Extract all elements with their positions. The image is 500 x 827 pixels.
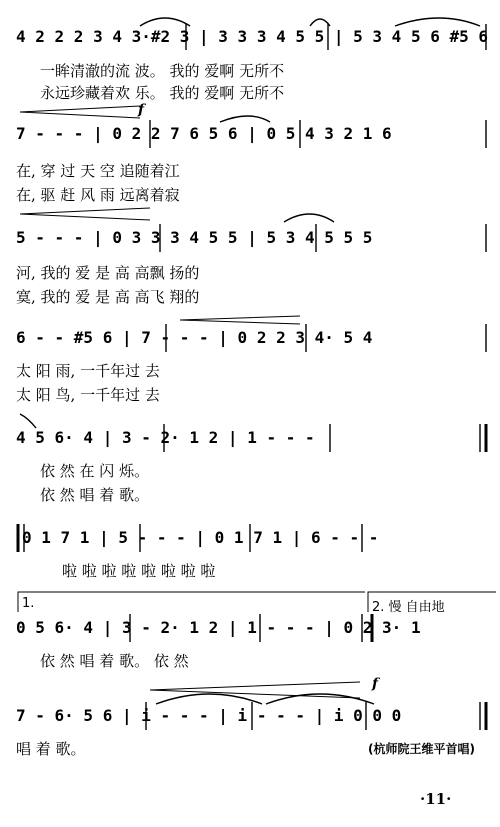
notes-line-1: 4 2 2 2 3 4 3·#2 3 | 3 3 3 4 5 5 | 5 3 4 5 6 #5 6 — [16, 27, 489, 46]
tie-arc — [156, 694, 262, 704]
tie-arc — [310, 19, 330, 26]
first-ending-label: 1. — [22, 596, 35, 611]
notes-line-3: 5 - - - | 0 3 3 3 4 5 5 | 5 3 4 5 5 5 — [16, 228, 373, 247]
second-ending-bracket — [368, 592, 496, 612]
dynamic-forte-1: f — [138, 102, 145, 118]
tie-arc — [220, 116, 270, 122]
lyric-line-2a: 在, 穿 过 天 空 追随着江 — [16, 162, 180, 180]
lyric-line-4a: 太 阳 雨, 一千年过 去 — [16, 362, 160, 380]
hairpin — [20, 208, 150, 220]
notes-line-4: 6 - - #5 6 | 7 - - - | 0 2 2 3 4· 5 4 — [16, 328, 373, 347]
notes-line-5: 4 5 6· 4 | 3 - 2· 1 2 | 1 - - - — [16, 428, 315, 447]
notes-line-7: 0 5 6· 4 | 3 - 2· 1 2 | 1 - - - | 0 2 3· 1 — [16, 618, 421, 637]
hairpin — [150, 682, 360, 698]
lyric-line-2b: 在, 驱 赶 风 雨 远离着寂 — [16, 186, 180, 204]
lyric-line-5a: 依 然 在 闪 烁。 — [40, 462, 150, 480]
first-ending-bracket — [18, 592, 365, 612]
notes-line-8: 7 - 6· 5 6 | i - - - | i - - - | i 0 0 0 — [16, 706, 402, 725]
tie-arc — [140, 18, 190, 26]
notes-line-2: 7 - - - | 0 2 2 7 6 5 6 | 0 5 4 3 2 1 6 — [16, 124, 392, 143]
lyric-line-3a: 河, 我的 爱 是 高 高飘 扬的 — [16, 264, 200, 282]
tie-arc — [395, 18, 480, 26]
dynamic-forte-2: f — [372, 676, 379, 692]
lyric-line-5b: 依 然 唱 着 歌。 — [40, 486, 150, 504]
second-ending-label: 2. 慢 自由地 — [372, 600, 445, 615]
performer-credit: (杭师院王维平首唱) — [368, 742, 475, 756]
tie-arc — [20, 414, 36, 428]
tie-arc — [284, 214, 334, 222]
lyric-line-6: 啦 啦 啦 啦 啦 啦 啦 啦 — [62, 562, 216, 580]
lyric-line-1a: 一眸清澈的流 波。 我的 爱啊 无所不 — [40, 62, 285, 80]
notes-line-6: 0 1 7 1 | 5 - - - | 0 1 7 1 | 6 - - - — [22, 528, 379, 547]
lyric-line-7: 依 然 唱 着 歌。 依 然 — [40, 652, 189, 670]
lyric-line-1b: 永远珍藏着欢 乐。 我的 爱啊 无所不 — [40, 84, 285, 102]
lyric-line-4b: 太 阳 鸟, 一千年过 去 — [16, 386, 160, 404]
lyric-line-8: 唱 着 歌。 — [16, 740, 86, 758]
hairpin — [20, 106, 140, 118]
lyric-line-3b: 寞, 我的 爱 是 高 高飞 翔的 — [16, 288, 200, 306]
hairpin — [180, 316, 300, 324]
page-number: ·11· — [420, 790, 452, 808]
